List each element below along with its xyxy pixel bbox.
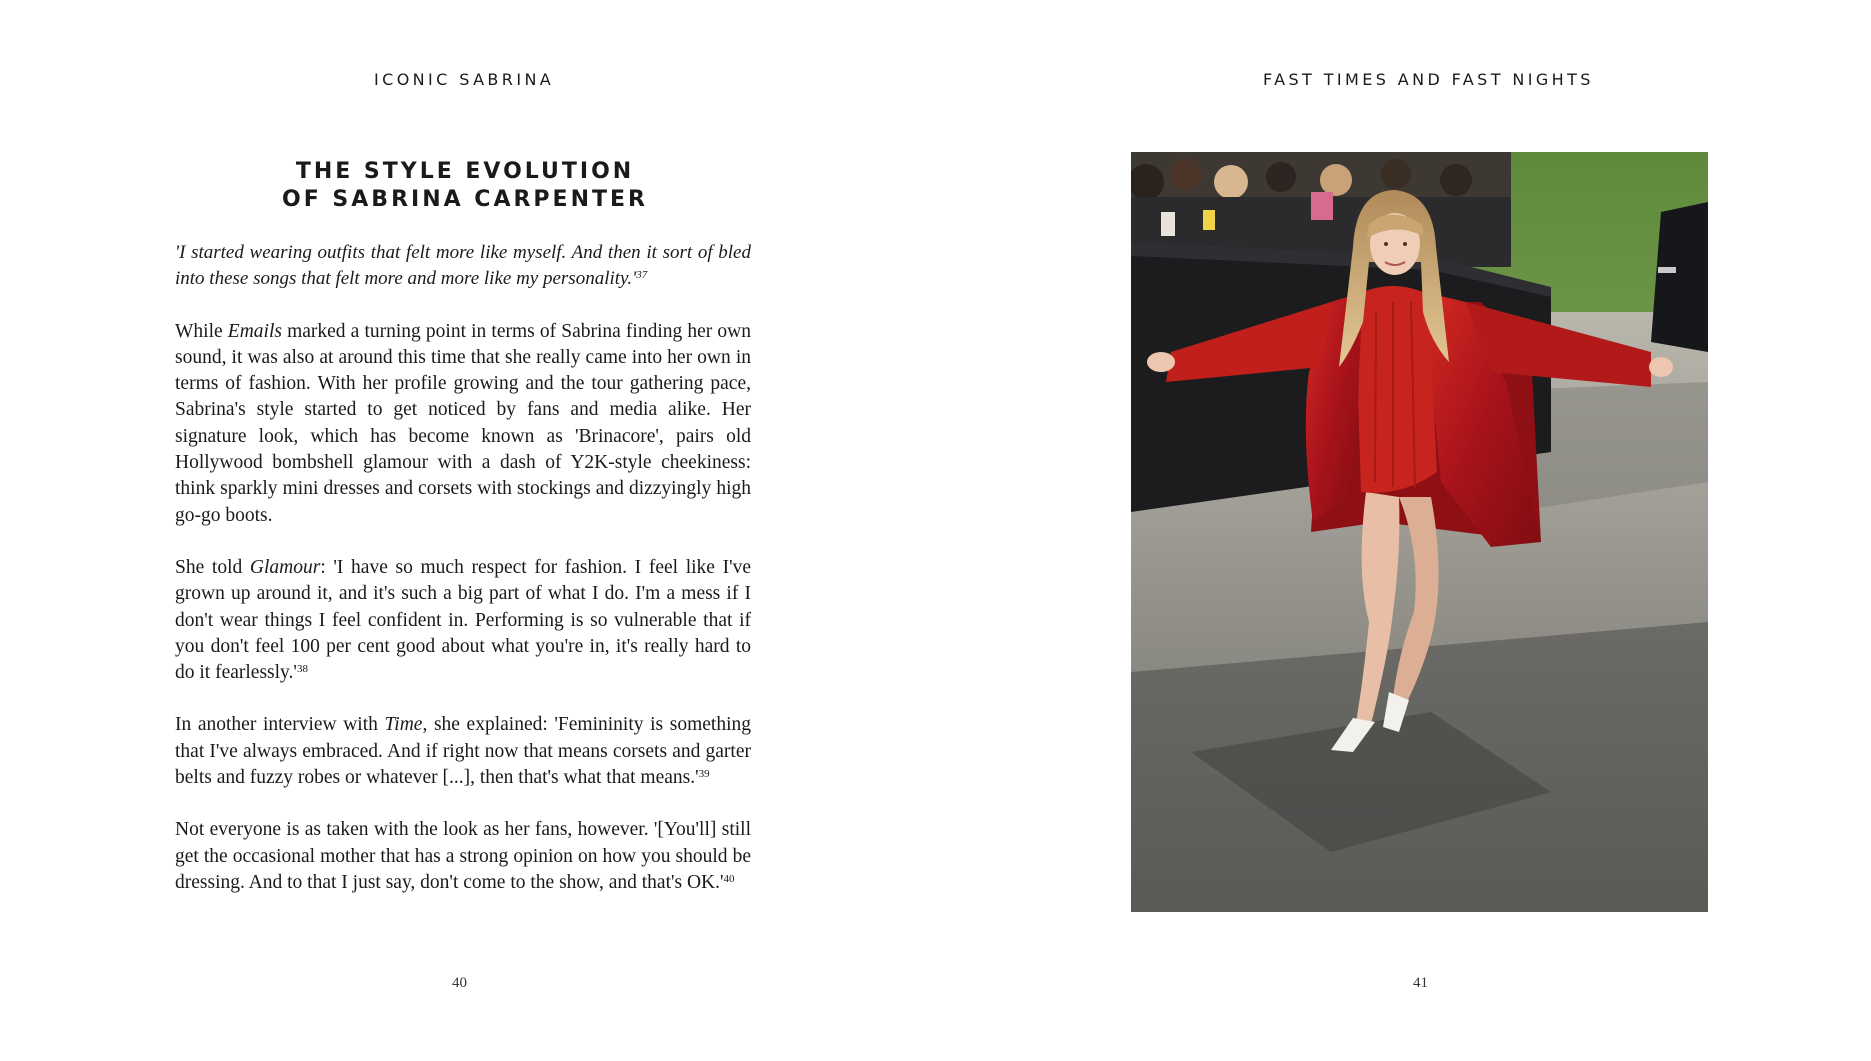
paragraph-3 [175,712,751,791]
chapter-title-line-2: OF SABRINA CARPENTER [282,187,648,212]
phone [1161,212,1175,236]
publication-title: Time [384,714,423,736]
eye [1384,242,1388,246]
epigraph-text: 'I started wearing outfits that felt more like myself. And then it sort of bled into these songs that felt more and more like my personality.' [175,242,751,290]
eye [1403,242,1407,246]
fan-head [1170,158,1202,190]
running-head-left: ICONIC SABRINA [374,70,555,89]
chapter-title-line-1: THE STYLE EVOLUTION [295,159,635,184]
publication-title: Glamour [249,556,321,578]
hand-right [1649,357,1673,377]
endnote-marker: 37 [636,269,648,282]
epigraph [175,240,751,293]
paragraph-text: In another interview with [175,714,385,736]
endnote-marker: 40 [723,872,735,885]
album-title: Emails [227,320,282,342]
paragraph-2 [175,555,751,686]
fan-head [1214,165,1248,199]
fan-head [1320,164,1352,196]
right-page [936,0,1871,1061]
paragraph-text: She told [175,556,250,578]
page-number-left: 40 [452,975,467,991]
photo [1131,152,1708,912]
dress-rib [1375,312,1376,482]
paragraph-text: While [175,320,228,342]
hand-left [1147,352,1175,372]
paragraph-text: marked a turning point in terms of Sabrina finding her own sound, it was also at around this time that she really came into her own in terms of fashion. With her profile growing and the tour gathering pace, Sabrina's style started to get noticed by fans and media alike. Her signature look, which has become known as 'Brinacore', pairs old Hollywood bombshell glamour with a dash of Y2K-style cheekiness: think sparkly mini dresses and corsets with stockings and dizzyingly high go-go boots. [175,320,751,526]
paragraph-4 [175,817,751,896]
phone [1203,210,1215,230]
fan-head [1381,159,1411,189]
fan-head [1440,164,1472,196]
chapter-title [175,158,755,214]
running-head-right: FAST TIMES AND FAST NIGHTS [1263,70,1594,89]
paragraph-text: , she explained: 'Femininity is something that I've always embraced. And if right now that means corsets and garter belts and fuzzy robes or whatever [...], then that's what that means.' [175,714,751,789]
endnote-marker: 39 [698,768,710,781]
left-page [0,0,935,1061]
endnote-marker: 38 [296,663,308,676]
paragraph-1 [175,319,751,529]
paragraph-text: : 'I have so much respect for fashion. I feel like I've grown up around it, and it's such a big part of what I do. I'm a mess if I don't wear things I feel confident in. Performing is so vulnerable that if you don't feel 100 per cent good about what you're in, it's really hard to do it fearlessly.' [175,556,752,684]
phone [1311,192,1333,220]
photo-illustration [1131,152,1708,912]
body-text [175,240,751,922]
car-light [1658,267,1676,273]
fan-head [1266,162,1296,192]
paragraph-text: Not everyone is as taken with the look as her fans, however. '[You'll] still get the occasional mother that has a strong opinion on how you should be dressing. And to that I just say, don't come to the show, and that's OK.' [175,819,751,893]
page-number-right: 41 [1413,975,1428,991]
